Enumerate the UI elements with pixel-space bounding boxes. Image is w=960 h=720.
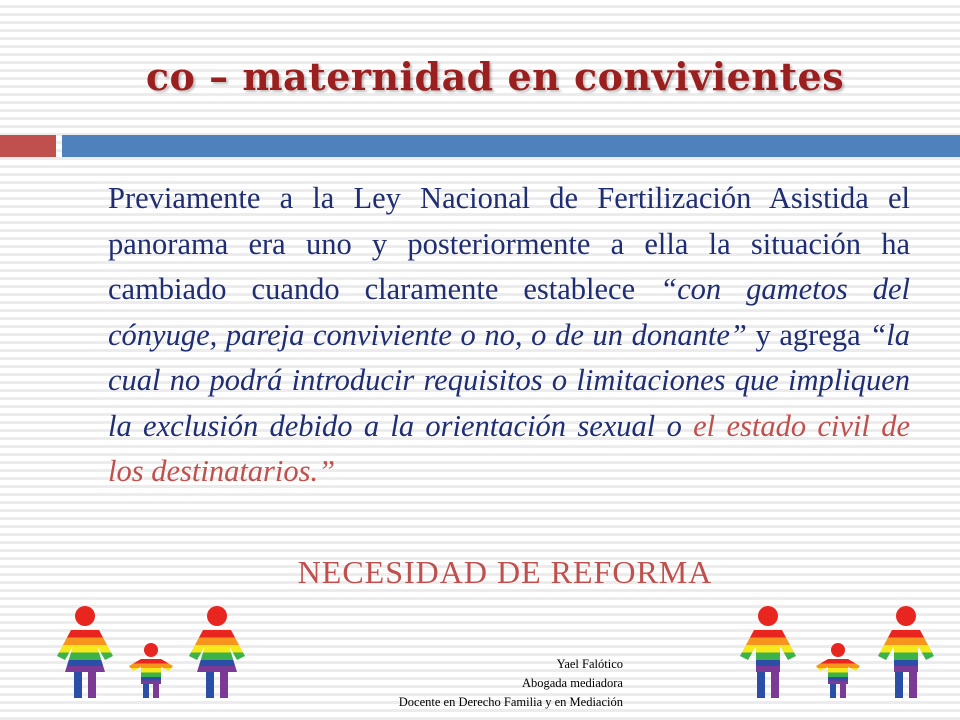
author-role: Abogada mediadora [521,676,623,690]
paragraph-quote-2: “la cual no podrá introducir requisitos o limitaciones que impliquen la exclusión debido a la orientación sexual o [108,317,910,443]
paragraph-quote-1: “con gametos del cónyuge, pareja conviviente o no, o de un donante” [108,272,911,352]
title-accent-bar-red [0,135,56,157]
paragraph-quote-2-highlight: el estado civil de los destinatarios.” [108,408,910,488]
reform-heading: NECESIDAD DE REFORMA [297,554,713,590]
title-accent-bar-blue [62,135,960,157]
body-paragraph [108,176,910,495]
family-two-mothers-rainbow-icon [55,604,255,700]
author-name: Yael Falótico [556,657,623,671]
author-position: Docente en Derecho Familia y en Mediación [398,695,623,709]
paragraph-text-2: y agrega [746,317,870,352]
author-block [399,655,623,712]
family-two-fathers-rainbow-icon [738,604,938,700]
paragraph-text-1: Previamente a la Ley Nacional de Fertilización Asistida el panorama era uno y posteriormente a ella la situación ha cambiado cuando claramente establece [108,181,910,306]
slide-title: co – maternidad en convivientes [145,54,845,99]
